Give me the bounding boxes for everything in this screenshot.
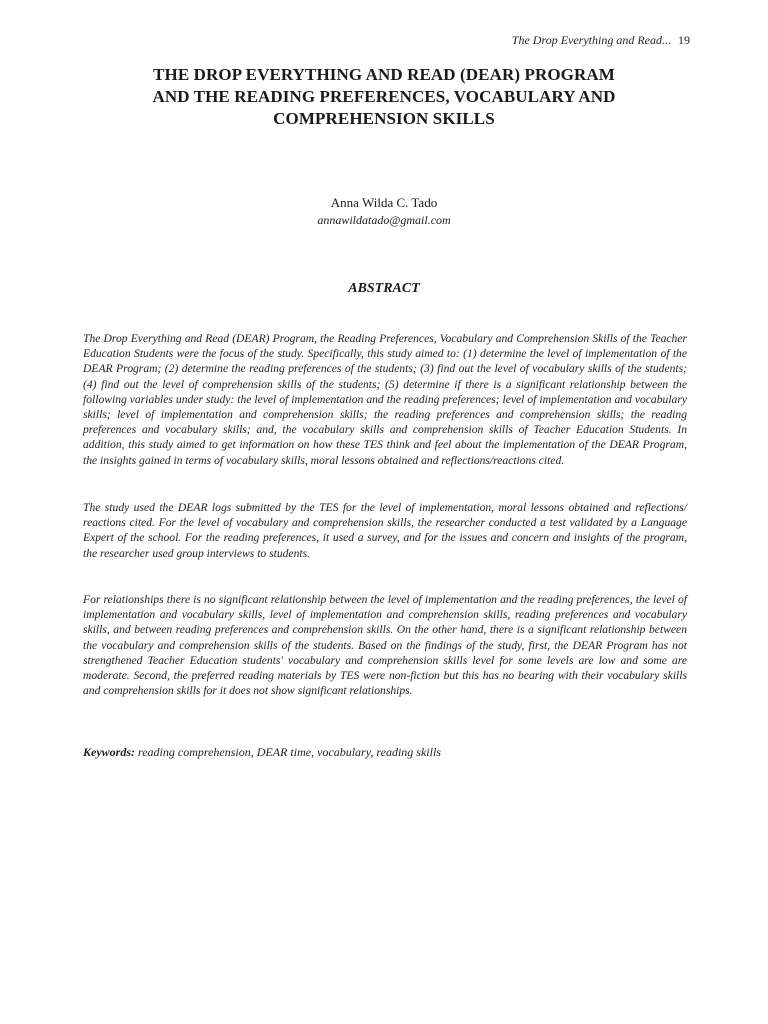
running-header-title: The Drop Everything and Read... [511,33,671,47]
author-name: Anna Wilda C. Tado [330,195,438,210]
abstract-paragraph: For relationships there is no significant relationship between the level of implementation and the reading preferences, the level of implementation and vocabulary skills, level of implementation and comprehension skills, reading preferences and vocabulary skills, and between reading preferences and comprehension skills. On the other hand, there is a significant relationship between the vocabulary and comprehension skills of the students. Based on the findings of the study, first, the DEAR Program has not strengthened Teacher Education students' vocabulary and comprehension skills level for some levels are low and some are moderate. Second, the preferred reading materials by TES were non-fiction but this has no bearing with their vocabulary skills and comprehension skills for it does not show significant relationships. [83,593,687,698]
title-line-2: AND THE READING PREFERENCES, VOCABULARY AND [152,87,616,106]
title-line-1: THE DROP EVERYTHING AND READ (DEAR) PROGRAM [153,65,615,84]
page-number: 19 [678,33,690,47]
paper-title [90,64,678,130]
author-email: annawildatado@gmail.com [317,213,451,227]
abstract-heading: ABSTRACT [348,281,420,296]
title-line-3: COMPREHENSION SKILLS [273,109,495,128]
running-header [512,33,690,48]
abstract-paragraph: The Drop Everything and Read (DEAR) Program, the Reading Preferences, Vocabulary and Comprehension Skills of the Teacher Education Students were the focus of the study. Specifically, this study aimed to: (1) determine the level of implementation of the DEAR Program; (2) determine the reading preferences of the students; (3) find out the level of vocabulary skills of the students; (4) find out the level of comprehension skills of the students; (5) determine if there is a significant relationship between the following variables under study: the level of implementation and the reading preferences; level of implementation and vocabulary skills; level of implementation and comprehension skills; the reading preferences and comprehension skills; the reading preferences and vocabulary skills; and, the vocabulary skills and comprehension skills of Teacher Education Students. In addition, this study aimed to get information on how these TES think and feel about the implementation of the DEAR Program, the insights gained in terms of vocabulary skills, moral lessons obtained and reflections/reactions cited. [83,332,687,467]
abstract-paragraph: The study used the DEAR logs submitted by the TES for the level of implementation, moral lessons obtained and reflections/ reactions cited. For the level of vocabulary and comprehension skills, the researcher conducted a test validated by a Language Expert of the school. For the reading preferences, it used a survey, and for the issues and concern and insights of the program, the researcher used group interviews to students. [83,501,687,560]
keywords [83,745,687,760]
keywords-text: reading comprehension, DEAR time, vocabulary, reading skills [138,745,441,759]
keywords-label: Keywords: [83,745,135,759]
